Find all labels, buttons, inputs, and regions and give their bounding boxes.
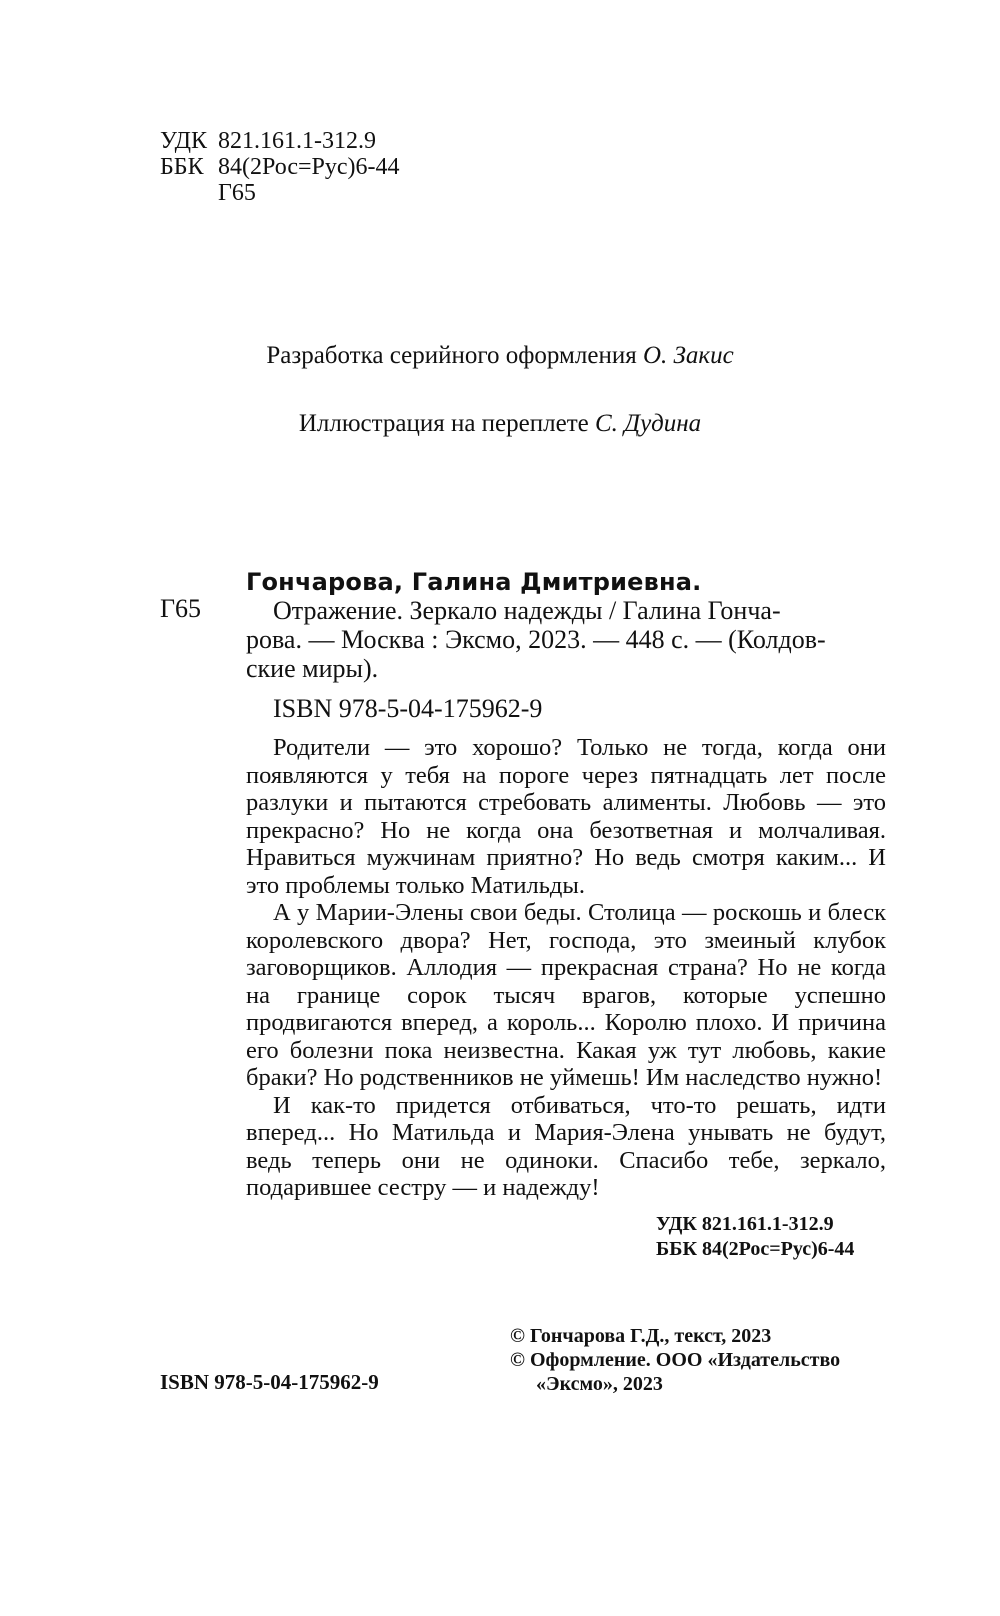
bbk-row: [160, 154, 400, 180]
author-heading: Гончарова, Галина Дмитриевна.: [246, 568, 702, 596]
illustration-credit-name: С. Дудина: [594, 410, 702, 437]
bbk-bottom: ББК 84(2Рос=Рус)6-44: [656, 1238, 855, 1260]
copyright-design: © Оформление. ООО «Издательство: [510, 1349, 841, 1371]
copyright-block: [510, 1324, 910, 1396]
bibliography-line: рова. — Москва : Эксмо, 2023. — 448 с. — (Колдов-: [246, 625, 826, 654]
udk-row: [160, 128, 400, 154]
isbn-footer: ISBN 978-5-04-175962-9: [160, 1370, 379, 1394]
bibliography-line: ские миры).: [246, 654, 379, 683]
udk-value: 821.161.1-312.9: [218, 128, 376, 154]
annotation: [246, 734, 886, 1202]
classification-codes-bottom: [656, 1212, 854, 1262]
annotation-paragraph: Родители — это хорошо? Только не тогда, когда они появляются у тебя на пороге через пятнадцать лет после разлуки и пытаются стребовать алименты. Любовь — это прекрасно? Но не когда она безответная и молчаливая. Нравиться мужчинам приятно? Но ведь смотря каким... И это проблемы только Матильды.: [246, 734, 886, 899]
classification-block: [160, 128, 400, 206]
illustration-credit-text: Иллюстрация на переплете: [298, 410, 589, 437]
bibliography-isbn: ISBN 978-5-04-175962-9: [273, 694, 543, 723]
bbk-label: ББК: [160, 154, 204, 180]
annotation-paragraph: А у Марии-Элены свои беды. Столица — роскошь и блеск королевского двора? Нет, господа, это змеиный клубок заговорщиков. Аллодия — прекрасная страна? Но не когда на границе сорок тысяч врагов, которые успешно продвигаются вперед, а король... Королю плохо. И причина его болезни пока неизвестна. Какая уж тут любовь, какие браки? Но родственников не уймешь! Им наследство нужно!: [246, 899, 886, 1091]
author-sign-row: [160, 180, 400, 206]
illustration-credit: [0, 410, 1000, 438]
design-credit-name: О. Закис: [642, 342, 734, 369]
bibliography-description: [246, 596, 886, 683]
bibliography-line: Отражение. Зеркало надежды / Галина Гонча-: [273, 596, 781, 625]
bbk-value: 84(2Рос=Рус)6-44: [218, 154, 400, 180]
udk-bottom: УДК 821.161.1-312.9: [656, 1213, 834, 1235]
annotation-paragraph: И как-то придется отбиваться, что-то решать, идти вперед... Но Матильда и Мария-Элена унывать не будут, ведь теперь они не одиноки. Спасибо тебе, зеркало, подарившее сестру — и надежду!: [246, 1091, 886, 1201]
bibliography-sign: Г65: [160, 594, 202, 623]
copyright-text: © Гончарова Г.Д., текст, 2023: [510, 1325, 772, 1347]
udk-label: УДК: [160, 128, 207, 154]
author-sign: Г65: [218, 180, 256, 206]
design-credit-text: Разработка серийного оформления: [266, 342, 637, 369]
copyright-design-continued: «Эксмо», 2023: [536, 1373, 663, 1395]
design-credit: [0, 342, 1000, 370]
